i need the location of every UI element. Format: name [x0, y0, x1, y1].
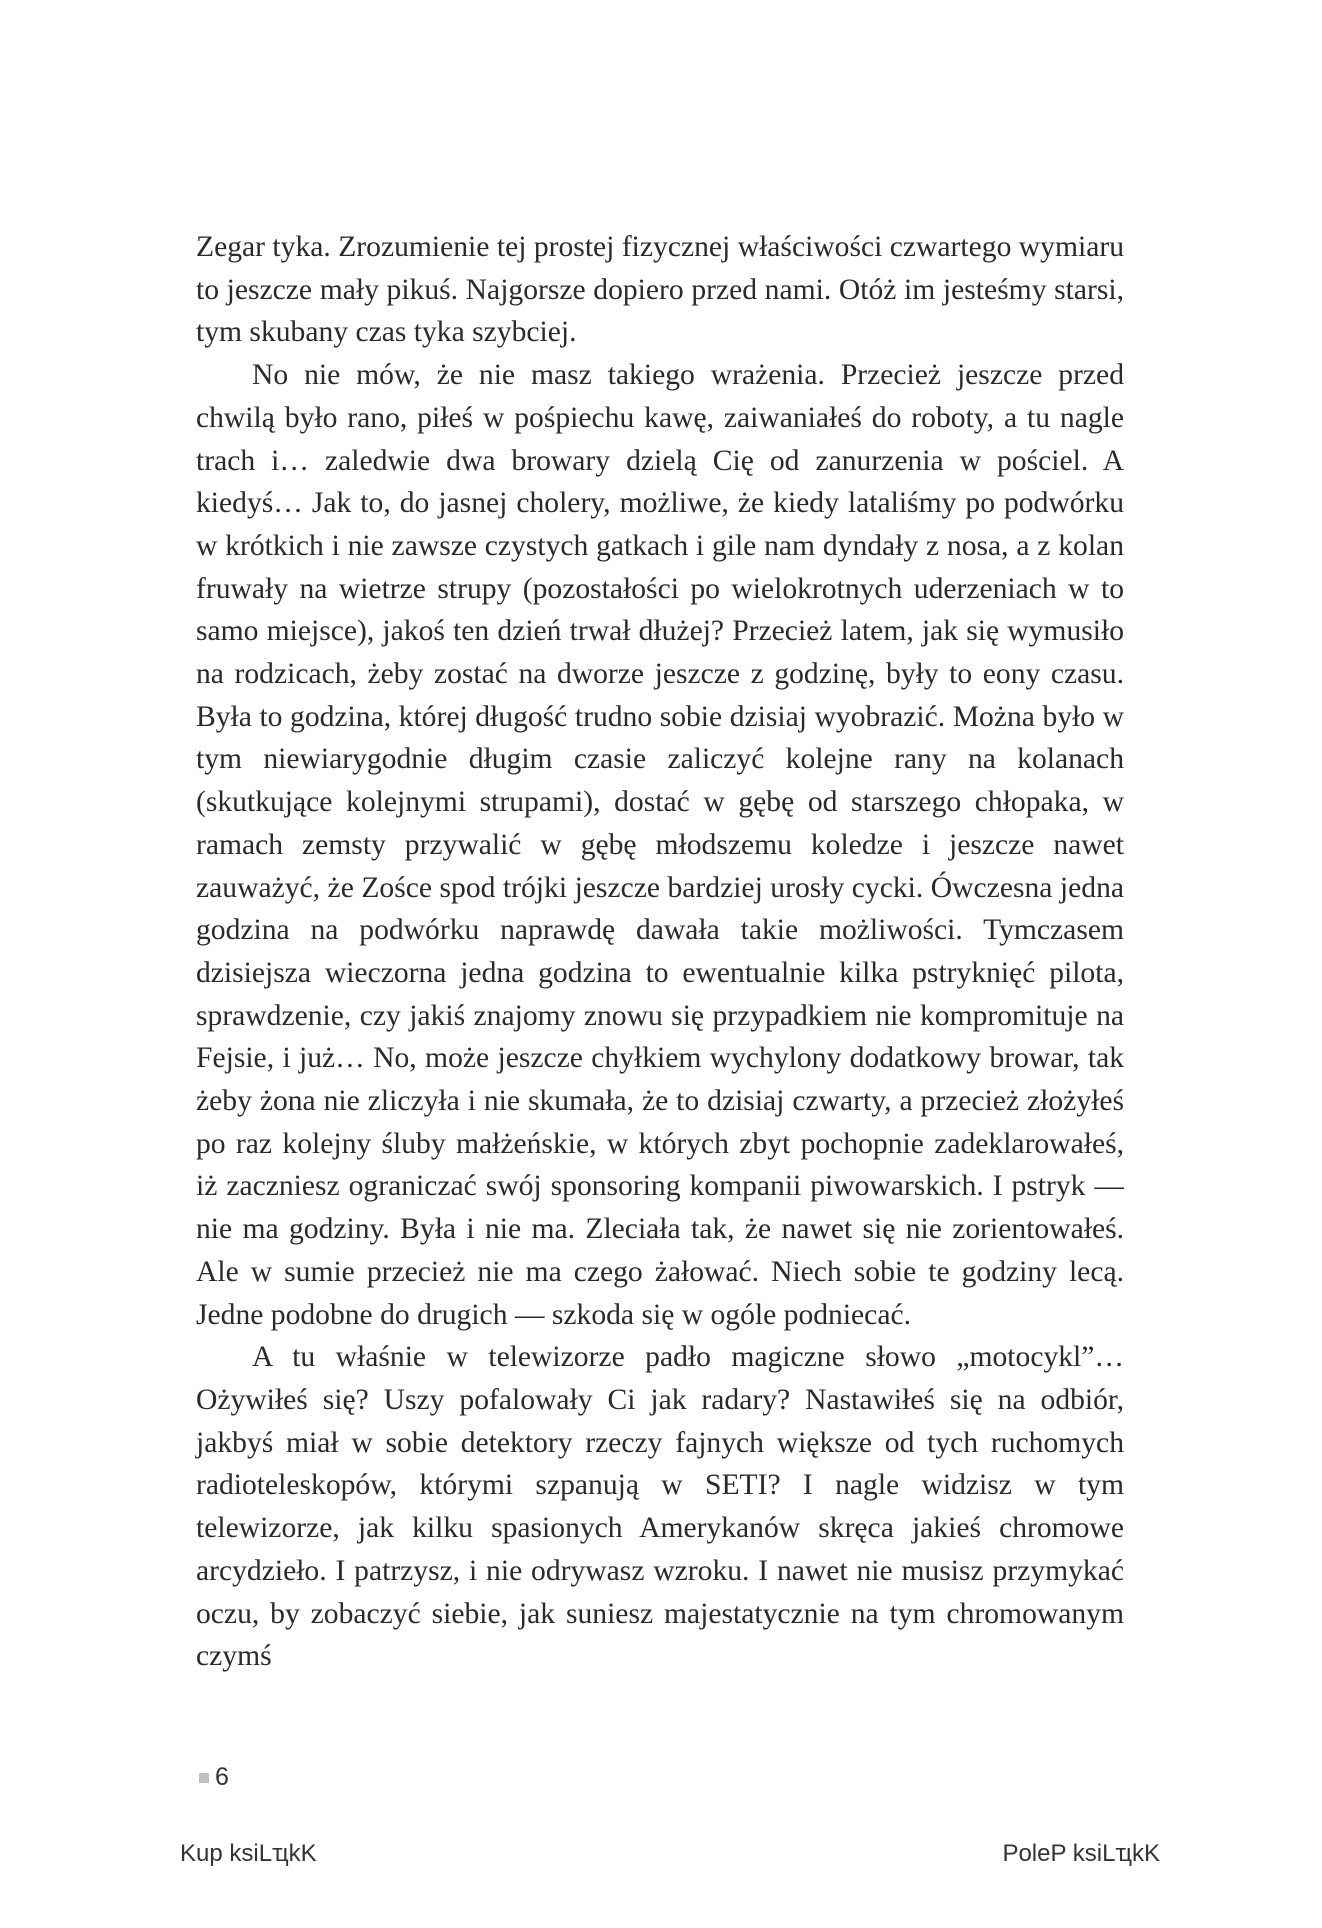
body-text [196, 226, 1124, 1678]
page-marker-icon [199, 1773, 209, 1783]
paragraph: No nie mów, że nie masz takiego wrażenia. Przecież jeszcze przed chwilą było rano, piłeś w pośpiechu kawę, zaiwaniałeś do roboty, a tu nagle trach i… zaledwie dwa browary dzielą Cię od zanurzenia w pościel. A kiedyś… Jak to, do jasnej cholery, możliwe, że kiedy lataliśmy po podwórku w krótkich i nie zawsze czystych gatkach i gile nam dyndały z nosa, a z kolan fruwały na wietrze strupy (pozostałości po wielokrotnych uderzeniach w to samo miejsce), jakoś ten dzień trwał dłużej? Przecież latem, jak się wymusiło na rodzicach, żeby zostać na dworze jeszcze z godzinę, były to eony czasu. Była to godzina, której długość trudno sobie dzisiaj wyobrazić. Można było w tym niewiarygodnie długim czasie zaliczyć kolejne rany na kolanach (skutkujące kolejnymi strupami), dostać w gębę od starszego chłopaka, w ramach zemsty przywalić w gębę młodszemu koledze i jeszcze nawet zauważyć, że Zośce spod trójki jeszcze bardziej urosły cycki. Ówczesna jedna godzina na podwórku naprawdę dawała takie możliwości. Tymczasem dzisiejsza wieczorna jedna godzina to ewentualnie kilka pstryknięć pilota, sprawdzenie, czy jakiś znajomy znowu się przypadkiem nie kompromituje na Fejsie, i już… No, może jeszcze chyłkiem wychylony dodatkowy browar, tak żeby żona nie zliczyła i nie skumała, że to dzisiaj czwarty, a przecież złożyłeś po raz kolejny śluby małżeńskie, w których zbyt pochopnie zadeklarowałeś, iż zaczniesz ograniczać swój sponsoring kompanii piwowarskich. I pstryk — nie ma godziny. Była i nie ma. Zleciała tak, że nawet się nie zorientowałeś. Ale w sumie przecież nie ma czego żałować. Niech sobie te godziny lecą. Jedne podobne do drugich — szkoda się w ogóle podniecać. [196, 359, 1124, 1331]
page-number-label: 6 [215, 1763, 229, 1791]
paragraph: Zegar tyka. Zrozumienie tej prostej fizycznej właściwości czwartego wymiaru to jeszcze mały pikuś. Najgorsze dopiero przed nami. Otóż im jesteśmy starsi, tym skubany czas tyka szybciej. [196, 231, 1124, 349]
footer-recommend-link[interactable]: PoleP ksiLҵkK [1002, 1840, 1160, 1867]
paragraph: A tu właśnie w telewizorze padło magiczne słowo „motocykl”… Ożywiłeś się? Uszy pofalowały Ci jak radary? Nastawiłeś się na odbiór, jakbyś miał w sobie detektory rzeczy fajnych większe od tych ruchomych radioteleskopów, którymi szpanują w SETI? I nagle widzisz w tym telewizorze, jak kilku spasionych Amerykanów skręca jakieś chromowe arcydzieło. I patrzysz, i nie odrywasz wzroku. I nawet nie musisz przymykać oczu, by zobaczyć siebie, jak suniesz majestatycznie na tym chromowanym czymś [196, 1341, 1124, 1673]
footer-buy-link[interactable]: Kup ksiLҵkK [180, 1840, 317, 1867]
page-number [199, 1763, 229, 1792]
